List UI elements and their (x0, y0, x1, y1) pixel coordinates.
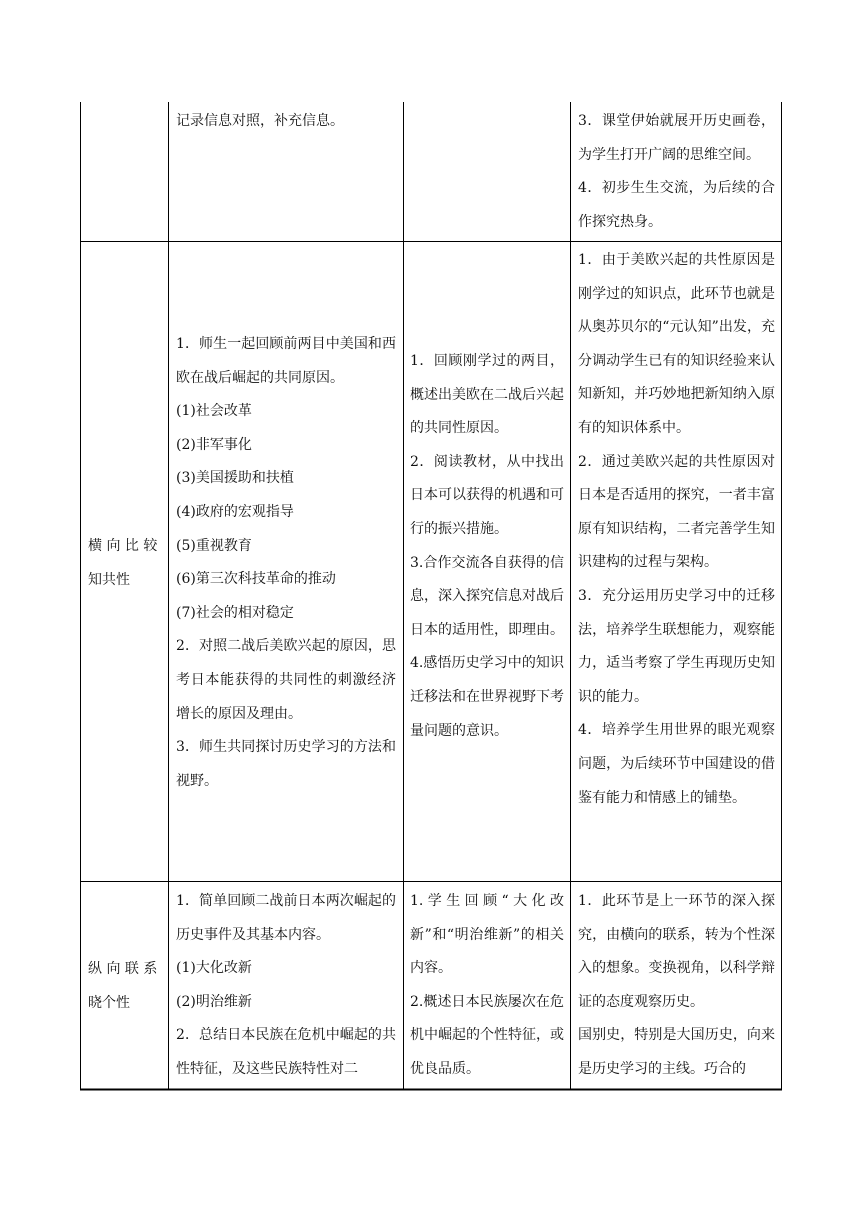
section-title-line: 知共性 (88, 571, 130, 588)
row3-student-cell (410, 885, 564, 1087)
teacher-activity-item: (2)非军事化 (176, 436, 252, 453)
teacher-activity-item: (2)明治维新 (176, 993, 252, 1010)
section-title-line: 横 向 比 较 (88, 538, 158, 554)
design-intent-item: 4．培养学生用世界的眼光观察问题，为后续环节中国建设的借鉴有能力和情感上的铺垫。 (578, 722, 775, 806)
student-activity-item: 4.感悟历史学习中的知识迁移法和在世界视野下考量问题的意识。 (410, 655, 564, 739)
row1-teacher-cell (176, 105, 394, 139)
teacher-activity-item: 1．师生一起回顾前两目中美国和西欧在战后崛起的共同原因。 (176, 336, 396, 386)
row1-intent-item: 4．初步生生交流，为后续的合作探究热身。 (578, 180, 775, 230)
section-title-line: 纵 向 联 系 (88, 961, 158, 977)
teacher-activity-item: (6)第三次科技革命的推动 (176, 571, 336, 588)
design-intent-item: 3．充分运用历史学习中的迁移法，培养学生联想能力，观察能力，适当考察了学生再现历史知识的能力。 (578, 587, 775, 705)
teacher-activity-item: (4)政府的宏观指导 (176, 503, 294, 520)
student-activity-item: 1.学生回顾“大化改新”和“明治维新”的相关内容。 (410, 893, 564, 977)
teacher-activity-item: 2．总结日本民族在危机中崛起的共性特征，及这些民族特性对二 (176, 1027, 396, 1077)
row2-section-cell (88, 530, 164, 597)
student-activity-item: 1．回顾刚学过的两目，概述出美欧在二战后兴起的共同性原因。 (410, 353, 564, 437)
design-intent-item: 2．通过美欧兴起的共性原因对日本是否适用的探究，一者丰富原有知识结构，二者完善学生知识建构的过程与架构。 (578, 453, 775, 571)
student-activity-item: 3.合作交流各自获得的信息，深入探究信息对战后日本的适用性，即理由。 (410, 554, 564, 638)
teacher-activity-item: 2．对照二战后美欧兴起的原因，思考日本能获得的共同性的刺激经济增长的原因及理由。 (176, 638, 396, 722)
row3-section-cell (88, 953, 164, 1020)
teacher-activity-item: 3．师生共同探讨历史学习的方法和视野。 (176, 739, 396, 789)
teacher-activity-item: (3)美国援助和扶植 (176, 470, 294, 487)
teacher-activity-item: (1)社会改革 (176, 403, 252, 420)
design-intent-item: 1．此环节是上一环节的深入探究，由横向的联系，转为个性深入的想象。变换视角，以科学辩证的态度观察历史。 (578, 893, 775, 1010)
teacher-activity-item: (1)大化改新 (176, 960, 252, 977)
row1-intent-cell (578, 105, 775, 239)
teacher-activity-item: (7)社会的相对稳定 (176, 604, 294, 621)
row1-teacher-line: 记录信息对照，补充信息。 (176, 113, 344, 129)
teacher-activity-item: (5)重视教育 (176, 537, 252, 554)
row1-intent-item: 3．课堂伊始就展开历史画卷，为学生打开广阔的思维空间。 (578, 113, 775, 163)
row2-student-cell (410, 345, 564, 748)
teacher-activity-item: 1．简单回顾二战前日本两次崛起的历史事件及其基本内容。 (176, 893, 396, 943)
design-intent-item: 1．由于美欧兴起的共性原因是刚学过的知识点，此环节也就是从奥苏贝尔的“元认知”出发，充分调动学生已有的知识经验来认知新知，并巧妙地把新知纳入原有的知识体系中。 (578, 252, 775, 436)
row2-teacher-cell (176, 328, 396, 798)
row3-teacher-cell (176, 885, 396, 1087)
design-intent-item: 国别史，特别是大国历史，向来是历史学习的主线。巧合的 (578, 1027, 775, 1077)
student-activity-item: 2．阅读教材，从中找出日本可以获得的机遇和可行的振兴措施。 (410, 453, 564, 537)
student-activity-item: 2.概述日本民族屡次在危机中崛起的个性特征，或优良品质。 (410, 993, 564, 1077)
row2-intent-cell (578, 244, 775, 815)
row3-intent-cell (578, 885, 775, 1087)
section-title-line: 晓个性 (88, 994, 130, 1011)
